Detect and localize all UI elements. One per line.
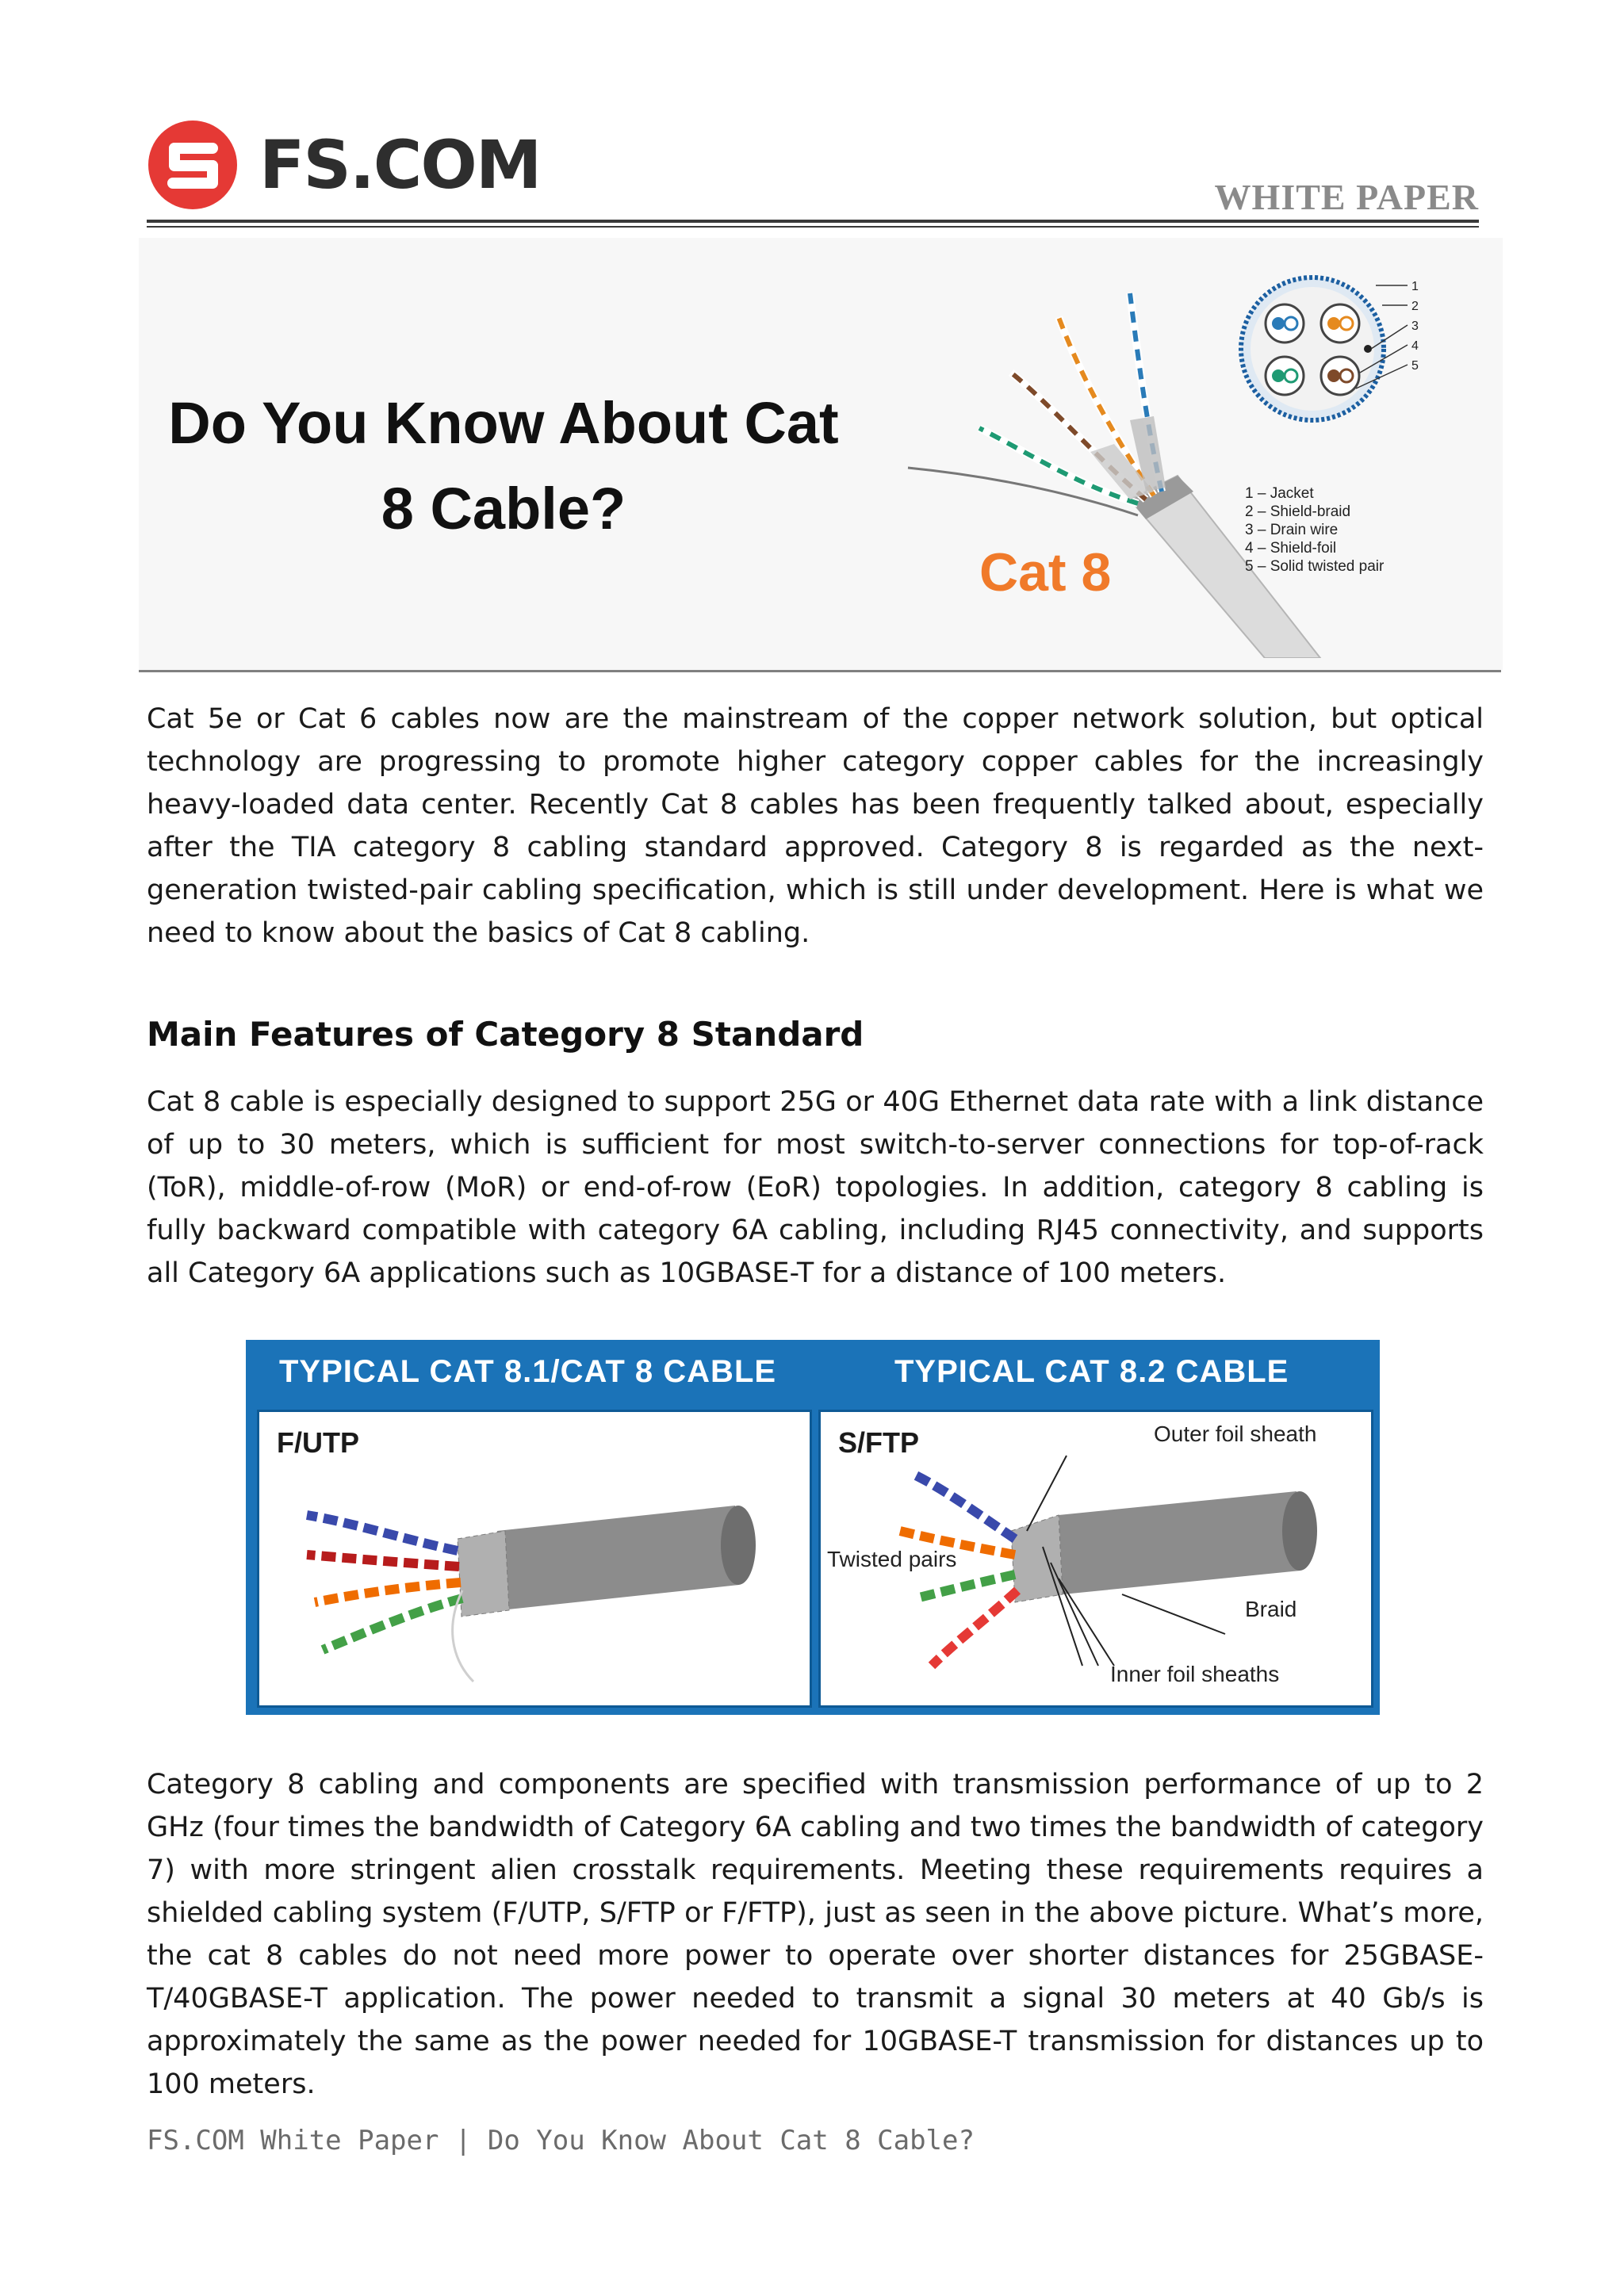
- svg-text:4 – Shield-foil: 4 – Shield-foil: [1245, 540, 1337, 557]
- performance-paragraph: Category 8 cabling and components are specified with transmission performance of up to 2 GHz (four times the bandwidth of Category 6A cabling and two times the bandwidth of category 7) with more stringent alien crosstalk requirements. Meeting these requirements requires a shielded cabling system (F/UTP, S/FTP or F/FTP), just as seen in the above picture. What’s more, the cat 8 cables do not need more power to operate over shorter distances for 25GBASE-T/40GBASE-T application. The power needed to transmit a signal 30 meters at 40 Gb/s is approximately the same as the power needed for 10GBASE-T transmission for distances up to 100 meters.: [147, 1769, 1484, 2100]
- svg-text:2 – Shield-braid: 2 – Shield-braid: [1245, 503, 1351, 520]
- callout-braid: Braid: [1245, 1597, 1297, 1621]
- intro-paragraph: Cat 5e or Cat 6 cables now are the mainstream of the copper network solution, but optical technology are progressing to promote higher category copper cables for the increasingly heavy-loaded data center. Recently Cat 8 cables has been frequently talked about, especially after the TIA category 8 cabling standard approved. Category 8 is regarded as the next-generation twisted-pair cabling specification, which is still under development. Here is what we need to know about the basics of Cat 8 cabling.: [147, 703, 1484, 949]
- futp-cable-illustration: [259, 1412, 810, 1705]
- callout-twisted-pairs: Twisted pairs: [827, 1547, 957, 1571]
- figure-heading-left: TYPICAL CAT 8.1/CAT 8 CABLE: [279, 1354, 777, 1389]
- svg-text:3 – Drain wire: 3 – Drain wire: [1245, 522, 1339, 538]
- doc-type-label: WHITE PAPER: [1214, 177, 1479, 217]
- svg-text:1: 1: [1411, 280, 1419, 293]
- figure-heading-right: TYPICAL CAT 8.2 CABLE: [894, 1354, 1289, 1389]
- svg-text:5: 5: [1411, 359, 1419, 373]
- futp-panel: [257, 1410, 812, 1708]
- callout-inner-foil: Inner foil sheaths: [1110, 1662, 1280, 1686]
- svg-text:1 – Jacket: 1 – Jacket: [1245, 485, 1314, 502]
- hero-divider: [139, 670, 1501, 672]
- cat8-cable-image: [892, 262, 1447, 658]
- cross-section-diagram: [1241, 277, 1419, 420]
- cable-legend: [1245, 485, 1385, 575]
- hero-banner: [139, 238, 1503, 670]
- callout-outer-foil: Outer foil sheath: [1154, 1422, 1317, 1446]
- header-divider: [147, 220, 1479, 223]
- page-header: [147, 119, 1479, 230]
- sftp-panel: [818, 1410, 1373, 1708]
- svg-text:4: 4: [1411, 339, 1419, 353]
- sftp-label: S/FTP: [838, 1426, 920, 1459]
- cat8-caption: Cat 8: [979, 542, 1112, 603]
- cable-comparison-figure: [246, 1340, 1380, 1715]
- futp-label: F/UTP: [277, 1426, 359, 1459]
- fs-logo-icon: [147, 119, 239, 211]
- page-footer: FS.COM White Paper | Do You Know About Cat 8 Cable?: [147, 2125, 975, 2156]
- page-title: Do You Know About Cat 8 Cable?: [168, 389, 839, 541]
- svg-text:5 – Solid twisted pair: 5 – Solid twisted pair: [1245, 558, 1385, 575]
- header-divider-thin: [147, 226, 1479, 228]
- svg-text:3: 3: [1411, 320, 1419, 333]
- brand-name: FS.COM: [259, 126, 541, 204]
- svg-text:2: 2: [1411, 300, 1419, 313]
- features-paragraph: Cat 8 cable is especially designed to support 25G or 40G Ethernet data rate with a link distance of up to 30 meters, which is sufficient for most switch-to-server connections for top-of-rack (ToR), middle-of-row (MoR) or end-of-row (EoR) topologies. In addition, category 8 cabling is fully backward compatible with category 6A cabling, including RJ45 connectivity, and supports all Category 6A applications such as 10GBASE-T for a distance of 100 meters.: [147, 1086, 1484, 1289]
- section-heading: Main Features of Category 8 Standard: [147, 1015, 864, 1054]
